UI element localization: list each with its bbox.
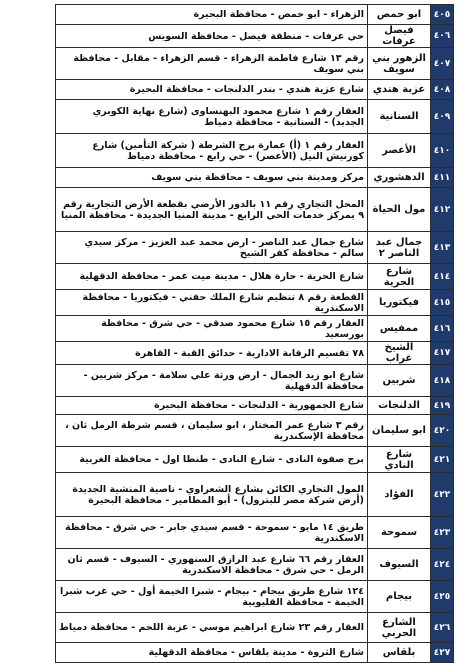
branch-address: العقار رقم ١ شارع محمود البهنساوى (شارع نهاية الكوبري الجديد) - السنانية - محافظة دمياط: [56, 100, 368, 134]
table-row: [56, 188, 454, 232]
branch-address: شارع جمال عبد الناصر - ارض محمد عبد العزيز - مركز سيدي سالم - محافظة كفر الشيخ: [56, 232, 368, 264]
branch-name: فيصل عرفات: [368, 25, 431, 48]
branch-name: الزهور بني سويف: [368, 48, 431, 80]
table-row: [56, 613, 454, 643]
table-row: [56, 168, 454, 188]
branch-address: المول التجاري الكائن بشارع الشعراوي - ناصية المنشية الجديدة (أرض شركة مصر للبترول) - أبو المطامير - محافظة البحيرة: [56, 473, 368, 517]
row-number: ٤٢٣: [431, 517, 454, 549]
table-row: [56, 342, 454, 365]
table-row: [56, 316, 454, 342]
row-number: ٤٢٠: [431, 415, 454, 447]
branch-address: رقم ١٣ شارع فاطمة الزهراء - قسم الزهراء - مقابل - محافظة بني سويف: [56, 48, 368, 80]
row-number: ٤٢٧: [431, 643, 454, 663]
row-number: ٤٢٤: [431, 549, 454, 581]
branch-name: شارع الحرية: [368, 264, 431, 290]
branch-address: القطعة رقم ٨ تنظيم شارع الملك حفني - فيكتوريا - محافظة الاسكندرية: [56, 290, 368, 316]
branch-table: [55, 4, 454, 663]
table-row: [56, 447, 454, 473]
branch-name: الأعصر: [368, 134, 431, 168]
table-row: [56, 5, 454, 25]
table-row: [56, 549, 454, 581]
row-number: ٤١٨: [431, 365, 454, 397]
row-number: ٤١٢: [431, 188, 454, 232]
branch-name: عزبة هندي: [368, 80, 431, 100]
branch-name: ممفيس: [368, 316, 431, 342]
branch-name: ابو حمص: [368, 5, 431, 25]
branch-address: برج صفوة النادى - شارع النادى - طنطا اول - محافظة الغربية: [56, 447, 368, 473]
table-row: [56, 100, 454, 134]
branch-name: مول الحياة: [368, 188, 431, 232]
branch-address: حي عرفات - منطقة فيصل - محافظة السويس: [56, 25, 368, 48]
row-number: ٤١٩: [431, 397, 454, 415]
branch-name: الشارع الحربي: [368, 613, 431, 643]
row-number: ٤٠٨: [431, 80, 454, 100]
row-number: ٤١٤: [431, 264, 454, 290]
branch-address: شارع الجمهورية - الدلنجات - محافظة البحيرة: [56, 397, 368, 415]
row-number: ٤٠٧: [431, 48, 454, 80]
branch-address: الزهراء - ابو حمص - محافظة البحيرة: [56, 5, 368, 25]
branch-address: طريق ١٤ مايو - سموحة - قسم سيدي جابر - حي شرق - محافظة الاسكندرية: [56, 517, 368, 549]
branch-address: ٧٨ تقسيم الرقابة الادارية - حدائق القبة - القاهرة: [56, 342, 368, 365]
branch-name: الشيخ غراب: [368, 342, 431, 365]
row-number: ٤١٠: [431, 134, 454, 168]
branch-name: الدلنجات: [368, 397, 431, 415]
branch-name: شربين: [368, 365, 431, 397]
branch-address: ١٢٤ شارع طريق بيجام - بيجام - شبرا الخيمة أول - حي غرب شبرا الخيمة - محافظة القليوبية: [56, 581, 368, 613]
branch-name: فيكتوريا: [368, 290, 431, 316]
table-row: [56, 397, 454, 415]
branch-address: شارع ابو زيد الجمال - ارض ورثة علي سلامة - مركز شربين - محافظة الدقهلية: [56, 365, 368, 397]
table-row: [56, 232, 454, 264]
row-number: ٤١٥: [431, 290, 454, 316]
table-row: [56, 517, 454, 549]
branch-table-sheet: [55, 4, 454, 663]
table-row: [56, 48, 454, 80]
row-number: ٤١٣: [431, 232, 454, 264]
branch-name: سموحة: [368, 517, 431, 549]
table-row: [56, 415, 454, 447]
table-row: [56, 365, 454, 397]
branch-address: العقار رقم ٢٣ شارع ابراهيم موسي - عزبة اللحم - محافظة دمياط: [56, 613, 368, 643]
branch-address: رقم ٣ شارع عمر المختار ، ابو سليمان ، قسم شرطة الرمل ثان ، محافظة الإسكندرية: [56, 415, 368, 447]
branch-table-body: [56, 5, 454, 663]
row-number: ٤٠٦: [431, 25, 454, 48]
branch-name: بلقاس: [368, 643, 431, 663]
row-number: ٤٢٢: [431, 473, 454, 517]
branch-name: جمال عبد الناصر ٢: [368, 232, 431, 264]
branch-name: الدهشوري: [368, 168, 431, 188]
row-number: ٤١٧: [431, 342, 454, 365]
row-number: ٤١٦: [431, 316, 454, 342]
branch-address: مركز ومدينة بني سويف - محافظة بني سويف: [56, 168, 368, 188]
branch-name: بيجام: [368, 581, 431, 613]
branch-address: العقار رقم ١ (أ) عمارة برج الشرطة ( شركة التأمين) شارع كورنيش النيل (الأعصر) - حي رابع - محافظة دمياط: [56, 134, 368, 168]
table-row: [56, 581, 454, 613]
table-row: [56, 473, 454, 517]
branch-address: شارع الحرية - حارة هلال - مدينة ميت غمر - محافظة الدقهلية: [56, 264, 368, 290]
row-number: ٤٢٦: [431, 613, 454, 643]
branch-name: السنانية: [368, 100, 431, 134]
table-row: [56, 264, 454, 290]
branch-name: السيوف: [368, 549, 431, 581]
branch-address: العقار رقم ١٥ شارع محمود صدقي - حي شرق - محافظة بورسعيد: [56, 316, 368, 342]
row-number: ٤١١: [431, 168, 454, 188]
table-row: [56, 134, 454, 168]
table-row: [56, 643, 454, 663]
table-row: [56, 290, 454, 316]
row-number: ٤٠٩: [431, 100, 454, 134]
branch-address: شارع الثروة - مدينة بلقاس - محافظة الدقهلية: [56, 643, 368, 663]
branch-name: ابو سليمان: [368, 415, 431, 447]
table-row: [56, 25, 454, 48]
branch-address: المحل التجاري رقم ١١ بالدور الأرضي بقطعة الأرض التجارية رقم ٩ بمركز خدمات الحي الرابع - مدينة المنيا الجديدة - محافظة المنيا: [56, 188, 368, 232]
row-number: ٤٢٥: [431, 581, 454, 613]
branch-name: شارع النادي: [368, 447, 431, 473]
row-number: ٤٠٥: [431, 5, 454, 25]
branch-address: شارع عزبة هندي - بندر الدلنجات - محافظة البحيرة: [56, 80, 368, 100]
branch-address: العقار رقم ٦٦ شارع عبد الرازق السنهوري - السيوف - قسم ثان الرمل - حي شرق - محافظة الاسكندرية: [56, 549, 368, 581]
branch-name: الفؤاد: [368, 473, 431, 517]
table-row: [56, 80, 454, 100]
row-number: ٤٢١: [431, 447, 454, 473]
